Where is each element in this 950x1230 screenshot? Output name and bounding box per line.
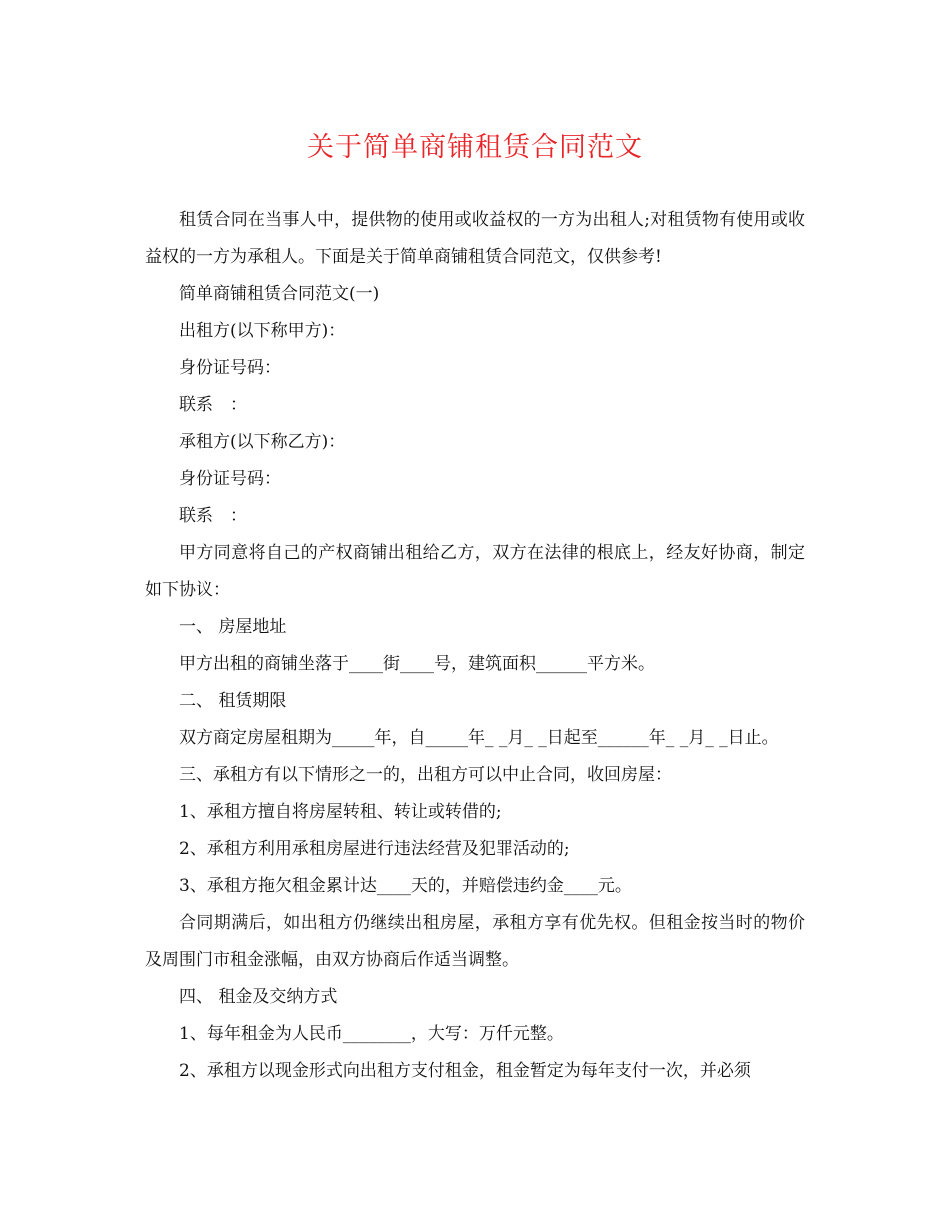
paragraph-intro: 租赁合同在当事人中，提供物的使用或收益权的一方为出租人;对租赁物有使用或收益权的一方为承租人。下面是关于简单商铺租赁合同范文，仅供参考!	[145, 210, 805, 267]
paragraph-clause-2-body: 双方商定房屋租期为_____年，自_____年_ _月_ _日起至______年_ _月_ _日止。	[179, 728, 779, 748]
paragraph-clause-1-heading: 一、 房屋地址	[179, 617, 287, 637]
paragraph-lessee: 承租方(以下称乙方)：	[179, 432, 346, 452]
paragraph-lessee-contact: 联系 ：	[179, 506, 247, 526]
paragraph-clause-4-heading: 四、 租金及交纳方式	[179, 987, 338, 1007]
paragraph-clause-3-heading: 三、承租方有以下情形之一的，出租方可以中止合同，收回房屋：	[179, 765, 672, 785]
paragraph-clause-1-body: 甲方出租的商铺坐落于____街____号，建筑面积______平方米。	[179, 654, 655, 674]
paragraph-clause-3-item-1: 1、承租方擅自将房屋转租、转让或转借的;	[179, 802, 502, 822]
document-title: 关于简单商铺租赁合同范文	[307, 132, 643, 163]
paragraph-lessor: 出租方(以下称甲方)：	[179, 321, 346, 341]
paragraph-lessor-id: 身份证号码：	[179, 358, 281, 378]
paragraph-clause-2-heading: 二、 租赁期限	[179, 691, 287, 711]
paragraph-clause-4-item-1: 1、每年租金为人民币________，大写：万仟元整。	[179, 1024, 564, 1044]
paragraph-agreement: 甲方同意将自己的产权商铺出租给乙方，双方在法律的根底上，经友好协商，制定如下协议：	[145, 543, 805, 600]
document-body	[145, 202, 805, 1090]
paragraph-section-heading: 简单商铺租赁合同范文(一)	[179, 284, 380, 304]
paragraph-clause-3-item-2: 2、承租方利用承租房屋进行违法经营及犯罪活动的;	[179, 839, 570, 859]
paragraph-lessee-id: 身份证号码：	[179, 469, 281, 489]
paragraph-renewal: 合同期满后，如出租方仍继续出租房屋，承租方享有优先权。但租金按当时的物价及周围门市租金涨幅，由双方协商后作适当调整。	[145, 913, 805, 970]
paragraph-lessor-contact: 联系 ：	[179, 395, 247, 415]
paragraph-clause-3-item-3: 3、承租方拖欠租金累计达____天的，并赔偿违约金____元。	[179, 876, 632, 896]
paragraph-clause-4-item-2: 2、承租方以现金形式向出租方支付租金，租金暂定为每年支付一次，并必须	[179, 1061, 751, 1081]
